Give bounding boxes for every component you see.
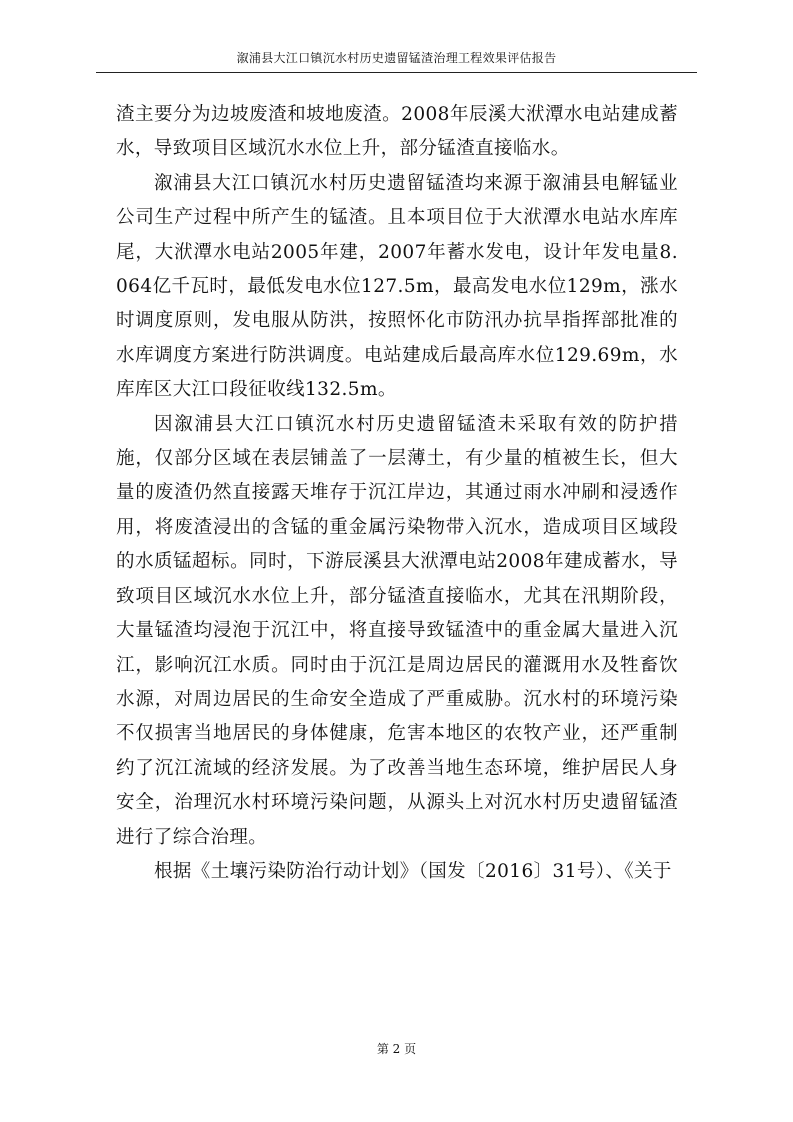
paragraph-source: 溆浦县大江口镇沉水村历史遗留锰渣均来源于溆浦县电解锰业公司生产过程中所产生的锰渣。且本项目位于大洑潭水电站水库库尾，大洑潭水电站2005年建，2007年蓄水发电，设计年发电量8.064亿千瓦时，最低发电水位127.5m，最高发电水位129m，涨水时调度原则，发电服从防洪，按照怀化市防汛办抗旱指挥部批准的水库调度方案进行防洪调度。电站建成后最高库水位129.69m，水库库区大江口段征收线132.5m。: [116, 172, 678, 401]
document-body: [116, 98, 678, 889]
header-divider: [96, 72, 697, 73]
header-title: 溆浦县大江口镇沉水村历史遗留锰渣治理工程效果评估报告: [236, 51, 557, 65]
page-number: 第 2 页: [376, 1042, 417, 1056]
paragraph-continuation: 渣主要分为边坡废渣和坡地废渣。2008年辰溪大洑潭水电站建成蓄水，导致项目区域沉水水位上升，部分锰渣直接临水。: [116, 104, 678, 160]
paragraph-pollution: 因溆浦县大江口镇沉水村历史遗留锰渣未采取有效的防护措施，仅部分区域在表层铺盖了一层薄土，有少量的植被生长，但大量的废渣仍然直接露天堆存于沉江岸边，其通过雨水冲刷和浸透作用，将废渣浸出的含锰的重金属污染物带入沉水，造成项目区域段的水质锰超标。同时，下游辰溪县大洑潭电站2008年建成蓄水，导致项目区域沉水水位上升，部分锰渣直接临水，尤其在汛期阶段，大量锰渣均浸泡于沉江中，将直接导致锰渣中的重金属大量进入沉江，影响沉江水质。同时由于沉江是周边居民的灌溉用水及牲畜饮水源，对周边居民的生命安全造成了严重威胁。沉水村的环境污染不仅损害当地居民的身体健康，危害本地区的农牧产业，还严重制约了沉江流域的经济发展。为了改善当地生态环境，维护居民人身安全，治理沉水村环境污染问题，从源头上对沉水村历史遗留锰渣进行了综合治理。: [116, 413, 678, 848]
page-header: [96, 48, 697, 68]
page-footer: [0, 1040, 793, 1058]
paragraph-basis: 根据《土壤污染防治行动计划》（国发〔2016〕31号）、《关于: [154, 860, 672, 882]
